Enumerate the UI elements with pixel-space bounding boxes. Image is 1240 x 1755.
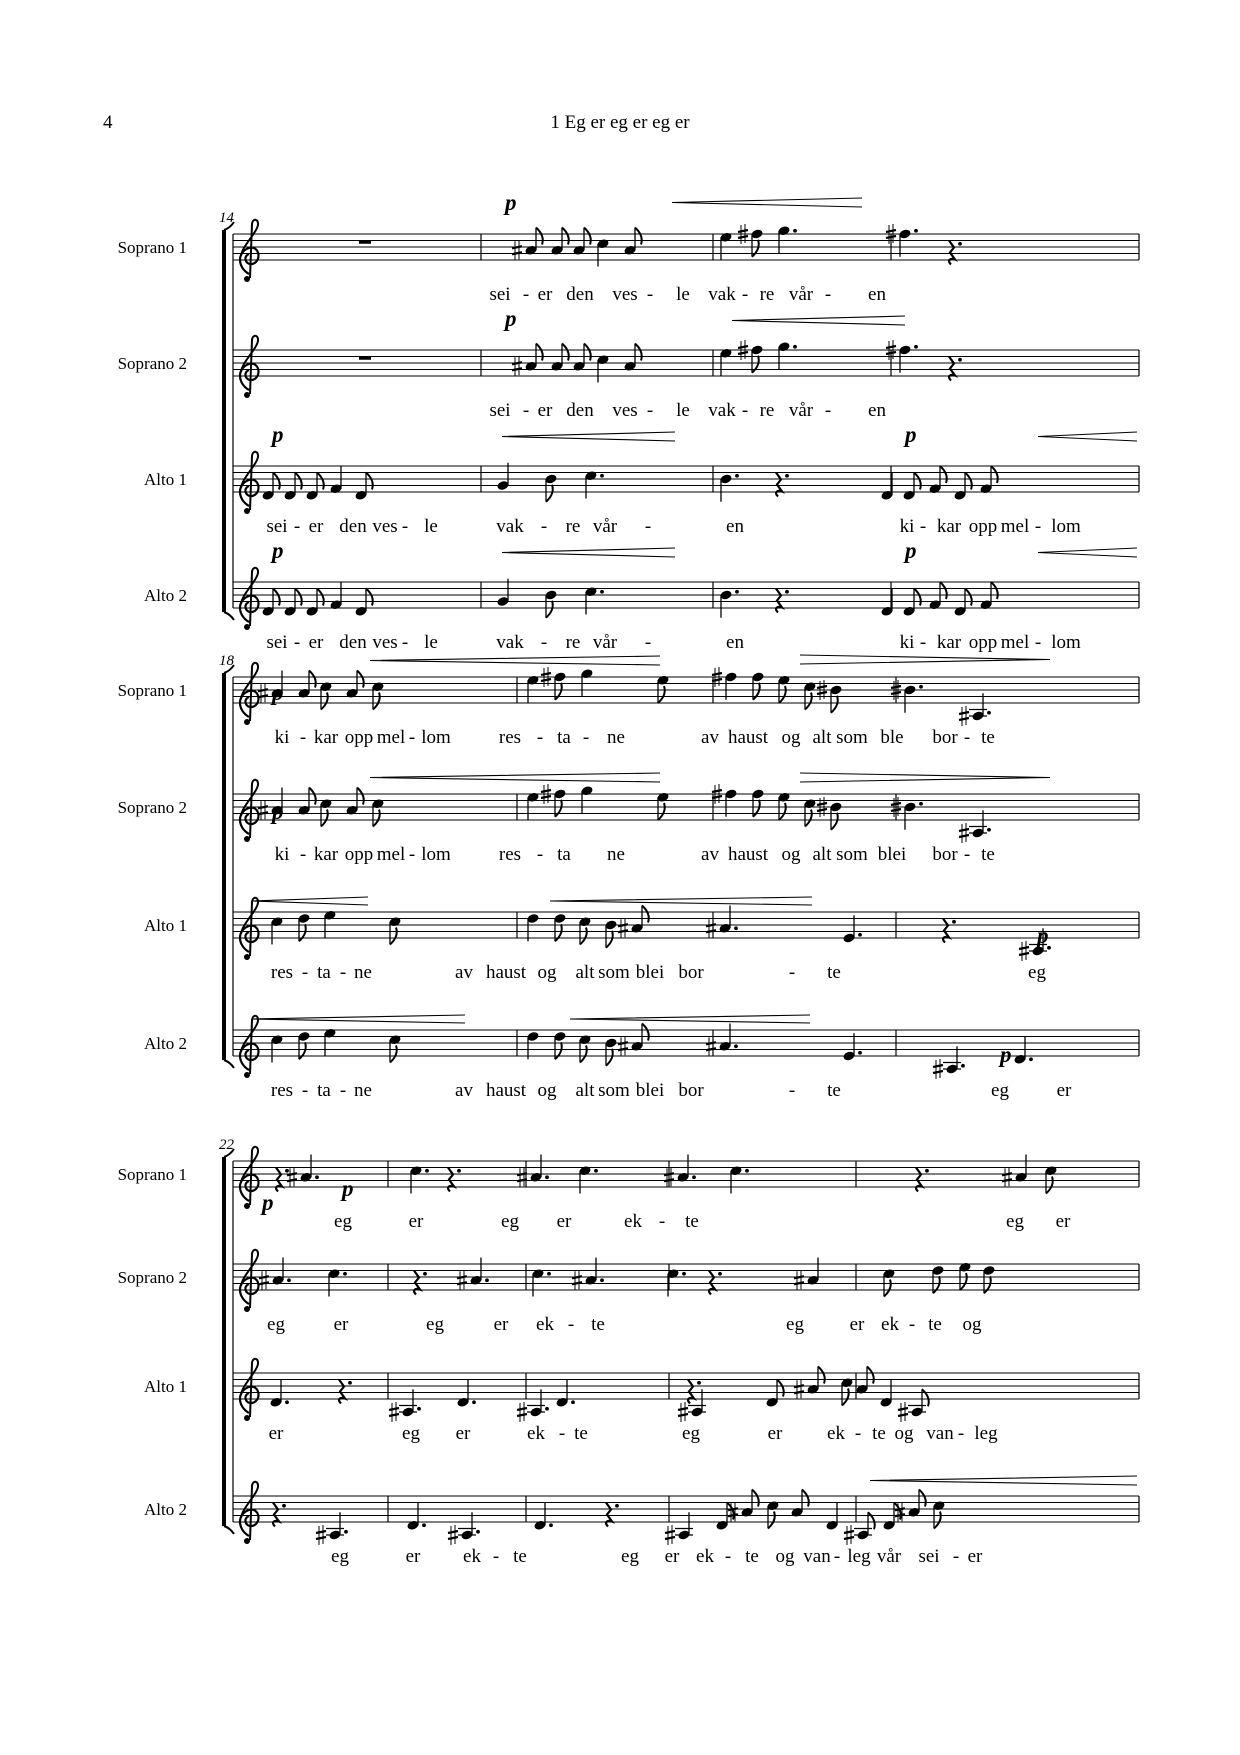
lyric-syllable: er [308, 516, 324, 537]
lyric-syllable: - [401, 516, 409, 537]
dynamic-marking: p [905, 422, 917, 447]
measure-number: 22 [219, 1137, 234, 1153]
lyric-syllable: lom [421, 844, 451, 865]
lyric-syllable: te [928, 1314, 942, 1335]
lyric-syllable: kar [936, 516, 962, 537]
lyric-syllable: haust [485, 1080, 527, 1101]
lyric-syllable: re [565, 632, 581, 653]
lyric-syllable: er [767, 1423, 783, 1444]
dynamic-marking: p [505, 190, 517, 215]
lyric-syllable: ek [527, 1423, 545, 1444]
lyric-syllable: vår [592, 516, 618, 537]
lyric-syllable: er [333, 1314, 349, 1335]
lyric-syllable: og [537, 1080, 557, 1101]
lyric-syllable: ta [317, 962, 331, 983]
lyric-syllable: bor [678, 1080, 704, 1101]
lyric-syllable: - [299, 844, 307, 865]
lyric-syllable: vår [592, 632, 618, 653]
quarter-rest [273, 1503, 279, 1527]
lyric-syllable: eg [267, 1314, 285, 1335]
lyric-syllable: ves [372, 516, 398, 537]
lyric-syllable: eg [682, 1423, 700, 1444]
lyric-syllable: alt [575, 962, 595, 983]
lyric-syllable: ta [557, 844, 571, 865]
lyric-syllable: blei [635, 1080, 665, 1101]
lyric-syllable: er [493, 1314, 509, 1335]
lyric-syllable: er [405, 1546, 421, 1567]
system-bracket [222, 230, 226, 612]
lyric-syllable: te [574, 1423, 588, 1444]
lyric-syllable: eg [426, 1314, 444, 1335]
lyric-syllable: ki [899, 516, 915, 537]
lyric-syllable: haust [727, 727, 769, 748]
lyric-syllable: av [701, 727, 719, 748]
quarter-rest [709, 1271, 715, 1295]
staff-label: Alto 2 [144, 1500, 187, 1519]
lyric-syllable: re [759, 284, 775, 305]
crescendo-hairpin [370, 656, 660, 665]
crescendo-hairpin [1038, 548, 1137, 557]
lyric-syllable: - [724, 1546, 732, 1567]
staff-alto-2 [144, 1482, 1139, 1567]
lyric-syllable: res [498, 727, 522, 748]
lyric-syllable: den [566, 284, 594, 305]
staff-label: Soprano 2 [117, 798, 187, 817]
system-3 [118, 1137, 1139, 1567]
lyric-syllable: ek [536, 1314, 554, 1335]
lyric-syllable: kar [313, 727, 339, 748]
lyric-syllable: er [308, 632, 324, 653]
lyric-syllable: er [556, 1211, 572, 1232]
lyric-syllable: - [788, 962, 796, 983]
quarter-rest [448, 1168, 454, 1192]
lyric-syllable: mel [1000, 632, 1030, 653]
lyric-syllable: van [926, 1423, 954, 1444]
lyric-syllable: ne [607, 844, 625, 865]
lyric-syllable: - [1034, 516, 1042, 537]
lyric-syllable: av [455, 962, 473, 983]
staff-label: Soprano 2 [117, 1268, 187, 1287]
quarter-rest [606, 1503, 612, 1527]
lyric-syllable: - [408, 727, 416, 748]
lyric-syllable: ki [274, 727, 290, 748]
lyric-syllable: ta [557, 727, 571, 748]
dynamic-marking: p [272, 680, 284, 705]
system-2 [118, 653, 1139, 1101]
lyric-syllable: eg [1006, 1211, 1024, 1232]
lyric-syllable: - [293, 516, 301, 537]
lyric-syllable: er [1055, 1211, 1071, 1232]
staff-alto-1 [144, 1359, 1139, 1444]
staff-soprano-1 [118, 663, 1139, 748]
lyric-syllable: - [788, 1080, 796, 1101]
decrescendo-hairpin [800, 773, 1050, 782]
staff-label: Soprano 1 [117, 681, 187, 700]
lyric-syllable: haust [727, 844, 769, 865]
lyric-syllable: - [536, 844, 544, 865]
lyric-syllable: vår [876, 1546, 902, 1567]
lyric-syllable: den [339, 632, 367, 653]
lyric-syllable: eg [331, 1546, 349, 1567]
lyric-syllable: som [836, 727, 868, 748]
staff-label: Soprano 1 [117, 238, 187, 257]
lyric-syllable: re [565, 516, 581, 537]
lyric-syllable: alt [812, 844, 832, 865]
lyric-syllable: - [952, 1546, 960, 1567]
lyric-syllable: og [781, 727, 801, 748]
lyric-syllable: - [301, 1080, 309, 1101]
lyric-syllable: - [522, 400, 530, 421]
lyric-syllable: eg [786, 1314, 804, 1335]
lyric-syllable: - [919, 632, 927, 653]
lyric-syllable: og [781, 844, 801, 865]
lyric-syllable: eg [1028, 962, 1046, 983]
lyric-syllable: - [339, 1080, 347, 1101]
crescendo-hairpin [672, 198, 862, 207]
lyric-syllable: sei [266, 632, 288, 653]
crescendo-hairpin [550, 897, 812, 905]
lyric-syllable: eg [991, 1080, 1009, 1101]
lyric-syllable: opp [344, 727, 374, 748]
lyric-syllable: vår [788, 400, 814, 421]
lyric-syllable: te [827, 1080, 841, 1101]
lyric-syllable: den [339, 516, 367, 537]
lyric-syllable: ek [827, 1423, 845, 1444]
lyric-syllable: er [849, 1314, 865, 1335]
crescendo-hairpin [370, 773, 660, 782]
lyric-syllable: - [536, 727, 544, 748]
lyric-syllable: opp [344, 844, 374, 865]
lyric-syllable: sei [489, 400, 511, 421]
crescendo-hairpin [502, 548, 675, 557]
quarter-rest [943, 919, 949, 943]
lyric-syllable: er [1056, 1080, 1072, 1101]
crescendo-hairpin [570, 1015, 810, 1023]
lyric-syllable: te [981, 844, 995, 865]
lyric-syllable: - [644, 632, 652, 653]
staff-soprano-1 [118, 190, 1139, 305]
lyric-syllable: bor [678, 962, 704, 983]
staff-soprano-2 [118, 306, 1139, 421]
lyric-syllable: - [741, 400, 749, 421]
lyric-syllable: - [741, 284, 749, 305]
lyric-syllable: - [854, 1423, 862, 1444]
lyric-syllable: av [701, 844, 719, 865]
lyric-syllable: te [872, 1423, 886, 1444]
lyric-syllable: ves [612, 400, 638, 421]
lyric-syllable: ek [696, 1546, 714, 1567]
lyric-syllable: opp [968, 632, 998, 653]
lyric-syllable: av [455, 1080, 473, 1101]
lyric-syllable: van [803, 1546, 831, 1567]
system-bracket [222, 673, 226, 1060]
lyric-syllable: - [401, 632, 409, 653]
lyric-syllable: - [301, 962, 309, 983]
staff-alto-1 [144, 898, 1139, 983]
lyric-syllable: en [868, 400, 886, 421]
lyric-syllable: vår [788, 284, 814, 305]
lyric-syllable: - [567, 1314, 575, 1335]
lyric-syllable: leg [974, 1423, 998, 1444]
lyric-syllable: - [646, 400, 654, 421]
lyric-syllable: - [919, 516, 927, 537]
lyric-syllable: blei [877, 844, 907, 865]
quarter-rest [949, 357, 955, 381]
dynamic-marking: p [1000, 1042, 1012, 1067]
staff-label: Alto 2 [144, 1034, 187, 1053]
quarter-rest [276, 1168, 282, 1192]
lyric-syllable: eg [402, 1423, 420, 1444]
lyric-syllable: - [646, 284, 654, 305]
lyric-syllable: som [836, 844, 868, 865]
lyric-syllable: er [664, 1546, 680, 1567]
lyric-syllable: - [644, 516, 652, 537]
lyric-syllable: er [408, 1211, 424, 1232]
lyric-syllable: - [957, 1423, 965, 1444]
lyric-syllable: vak [708, 284, 736, 305]
lyric-syllable: og [894, 1423, 914, 1444]
crescendo-hairpin [502, 432, 675, 441]
lyric-syllable: er [268, 1423, 284, 1444]
lyric-syllable: blei [635, 962, 665, 983]
quarter-rest [916, 1168, 922, 1192]
decrescendo-hairpin [800, 655, 1050, 664]
lyric-syllable: mel [1000, 516, 1030, 537]
crescendo-hairpin [870, 1476, 1137, 1485]
lyric-syllable: som [598, 962, 630, 983]
page-number: 4 [103, 112, 113, 133]
lyric-syllable: res [498, 844, 522, 865]
staff-label: Alto 2 [144, 586, 187, 605]
quarter-rest [339, 1380, 345, 1404]
lyric-syllable: ki [899, 632, 915, 653]
lyric-syllable: - [908, 1314, 916, 1335]
dynamic-marking: p [505, 306, 517, 331]
lyric-syllable: sei [489, 284, 511, 305]
lyric-syllable: - [1034, 632, 1042, 653]
lyric-syllable: te [591, 1314, 605, 1335]
lyric-syllable: vak [708, 400, 736, 421]
quarter-rest [688, 1380, 694, 1404]
lyric-syllable: te [685, 1211, 699, 1232]
staff-alto-2 [144, 1016, 1139, 1101]
quarter-rest [414, 1271, 420, 1295]
lyric-syllable: le [676, 284, 690, 305]
measure-number: 18 [219, 653, 234, 669]
quarter-rest [776, 589, 782, 613]
lyric-syllable: eg [334, 1211, 352, 1232]
lyric-syllable: er [537, 284, 553, 305]
lyric-syllable: ne [354, 962, 372, 983]
lyric-syllable: vak [496, 516, 524, 537]
staff-alto-1 [144, 422, 1139, 537]
staff-label: Soprano 1 [117, 1165, 187, 1184]
lyric-syllable: ble [880, 727, 904, 748]
lyric-syllable: - [963, 727, 971, 748]
lyric-syllable: le [676, 400, 690, 421]
lyric-syllable: lom [421, 727, 451, 748]
lyric-syllable: haust [485, 962, 527, 983]
lyric-syllable: - [293, 632, 301, 653]
lyric-syllable: - [558, 1423, 566, 1444]
lyric-syllable: lom [1051, 632, 1081, 653]
lyric-syllable: - [824, 400, 832, 421]
lyric-syllable: - [540, 516, 548, 537]
lyric-syllable: ek [881, 1314, 899, 1335]
crescendo-hairpin [732, 316, 905, 325]
staff-alto-2 [144, 538, 1139, 653]
lyric-syllable: leg [847, 1546, 871, 1567]
lyric-syllable: le [424, 516, 438, 537]
lyric-syllable: lom [1051, 516, 1081, 537]
lyric-syllable: en [868, 284, 886, 305]
lyric-syllable: eg [501, 1211, 519, 1232]
staff-label: Alto 1 [144, 470, 187, 489]
lyric-syllable: kar [936, 632, 962, 653]
crescendo-hairpin [253, 1015, 465, 1023]
lyric-syllable: ek [624, 1211, 642, 1232]
lyric-syllable: ki [274, 844, 290, 865]
lyric-syllable: ek [463, 1546, 481, 1567]
whole-rest [359, 357, 371, 360]
lyric-syllable: - [540, 632, 548, 653]
lyric-syllable: res [270, 1080, 294, 1101]
lyric-syllable: te [745, 1546, 759, 1567]
lyric-syllable: ves [612, 284, 638, 305]
crescendo-hairpin [1038, 432, 1137, 441]
lyric-syllable: er [537, 400, 553, 421]
lyric-syllable: opp [968, 516, 998, 537]
dynamic-marking: p [262, 1190, 274, 1215]
lyric-syllable: kar [313, 844, 339, 865]
dynamic-marking: p [1037, 923, 1049, 948]
lyric-syllable: - [339, 962, 347, 983]
lyric-syllable: ne [607, 727, 625, 748]
dynamic-marking: p [272, 538, 284, 563]
lyric-syllable: ne [354, 1080, 372, 1101]
lyric-syllable: - [824, 284, 832, 305]
lyric-syllable: ta [317, 1080, 331, 1101]
dynamic-marking: p [272, 422, 284, 447]
dynamic-marking: p [342, 1176, 354, 1201]
dynamic-marking: p [272, 799, 284, 824]
lyric-syllable: er [967, 1546, 983, 1567]
lyric-syllable: - [299, 727, 307, 748]
staff-label: Soprano 2 [117, 354, 187, 373]
lyric-syllable: en [726, 632, 744, 653]
lyric-syllable: - [963, 844, 971, 865]
lyric-syllable: som [598, 1080, 630, 1101]
lyric-syllable: - [582, 727, 590, 748]
lyric-syllable: te [827, 962, 841, 983]
lyric-syllable: re [759, 400, 775, 421]
lyric-syllable: mel [376, 844, 406, 865]
lyric-syllable: - [522, 284, 530, 305]
lyric-syllable: - [833, 1546, 841, 1567]
lyric-syllable: ves [372, 632, 398, 653]
staff-label: Alto 1 [144, 916, 187, 935]
lyric-syllable: og [775, 1546, 795, 1567]
measure-number: 14 [219, 210, 234, 226]
system-1 [118, 190, 1139, 653]
lyric-syllable: og [962, 1314, 982, 1335]
lyric-syllable: vak [496, 632, 524, 653]
quarter-rest [776, 473, 782, 497]
lyric-syllable: alt [812, 727, 832, 748]
lyric-syllable: eg [621, 1546, 639, 1567]
staff-label: Alto 1 [144, 1377, 187, 1396]
lyric-syllable: te [513, 1546, 527, 1567]
lyric-syllable: mel [376, 727, 406, 748]
lyric-syllable: bor [932, 844, 958, 865]
lyric-syllable: le [424, 632, 438, 653]
lyric-syllable: alt [575, 1080, 595, 1101]
lyric-syllable: - [492, 1546, 500, 1567]
lyric-syllable: en [726, 516, 744, 537]
lyric-syllable: bor [932, 727, 958, 748]
lyric-syllable: sei [918, 1546, 940, 1567]
running-title: 1 Eg er eg er eg er [550, 112, 690, 133]
system-bracket [222, 1157, 226, 1526]
dynamic-marking: p [905, 538, 917, 563]
whole-rest [359, 241, 371, 244]
lyric-syllable: te [981, 727, 995, 748]
crescendo-hairpin [253, 897, 368, 905]
staff-soprano-2 [118, 780, 1139, 865]
lyric-syllable: og [537, 962, 557, 983]
lyric-syllable: - [408, 844, 416, 865]
lyric-syllable: res [270, 962, 294, 983]
lyric-syllable: den [566, 400, 594, 421]
lyric-syllable: er [455, 1423, 471, 1444]
lyric-syllable: - [658, 1211, 666, 1232]
quarter-rest [949, 241, 955, 265]
lyric-syllable: sei [266, 516, 288, 537]
